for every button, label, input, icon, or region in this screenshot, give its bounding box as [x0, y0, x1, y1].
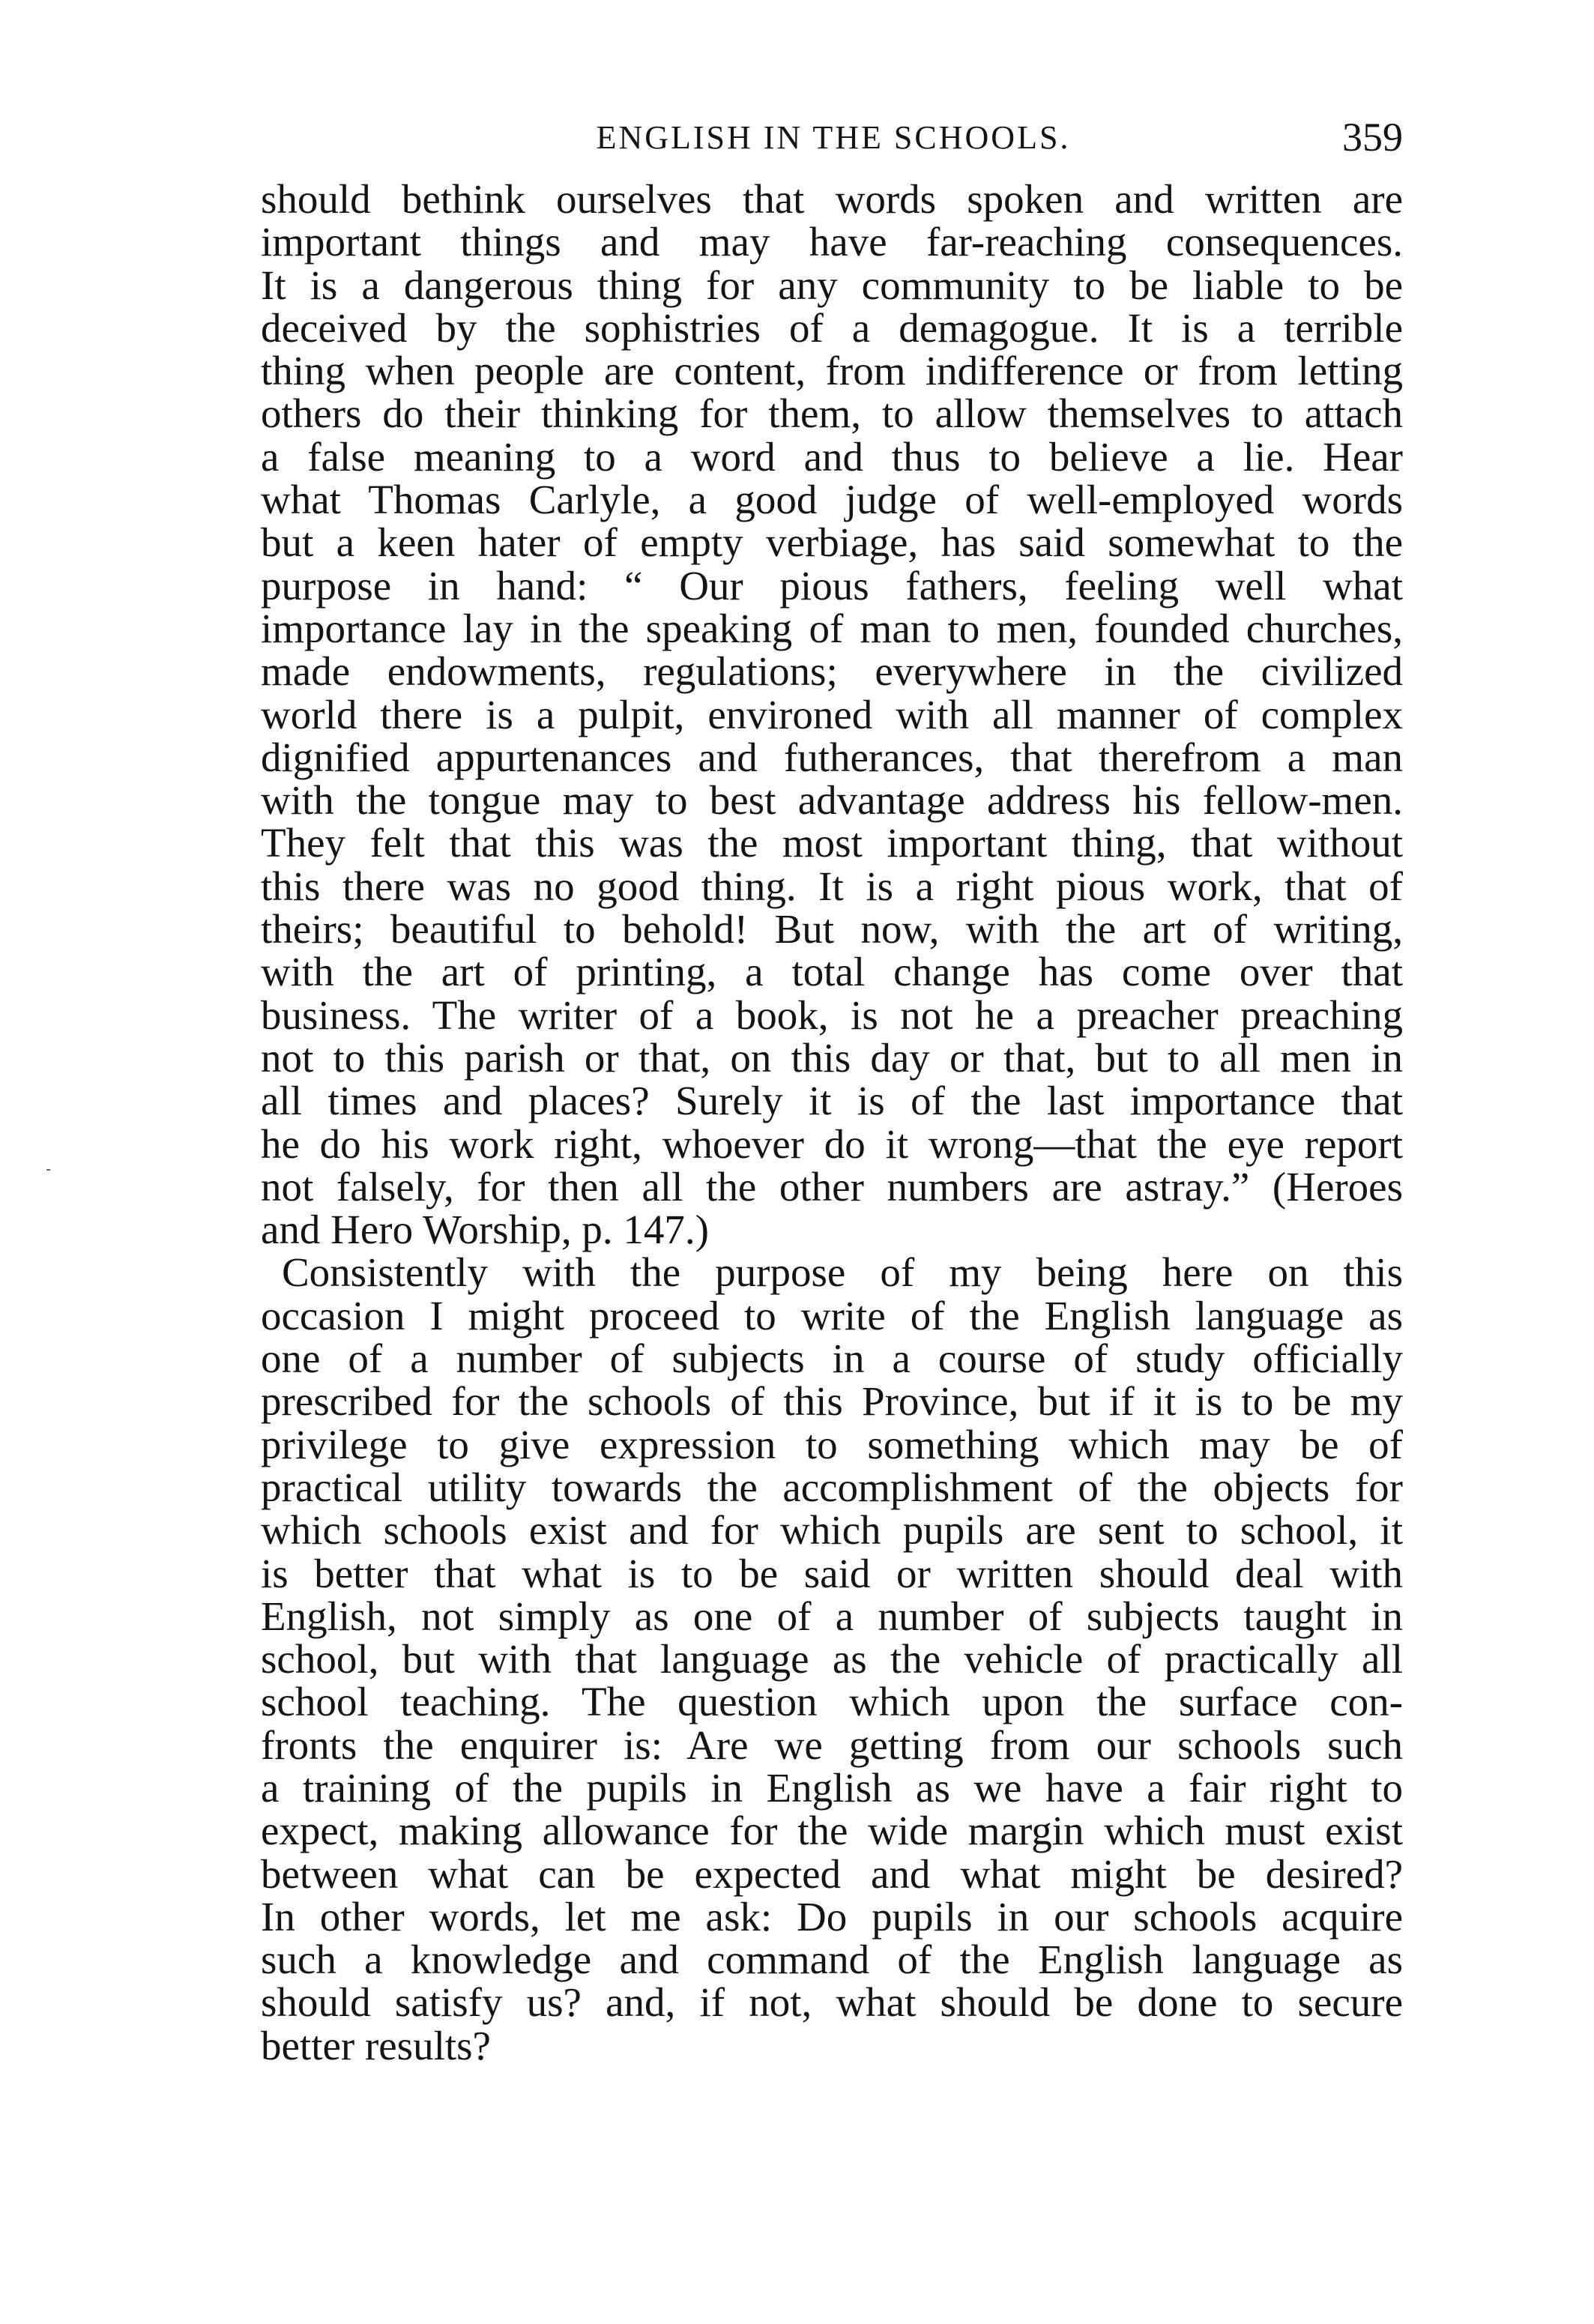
- running-head: ENGLISH IN THE SCHOOLS.: [596, 119, 1071, 156]
- text-line: and Hero Worship, p. 147.): [261, 1207, 709, 1253]
- text-line: what Thomas Carlyle, a good judge of well-employed words: [261, 477, 1403, 523]
- text-line: purpose in hand: “ Our pious fathers, feeling well what: [261, 562, 1403, 609]
- text-line: not falsely, for then all the other numbers are astray.” (Heroes: [261, 1163, 1403, 1210]
- text-line: dignified appurtenances and futherances, that therefrom a man: [261, 734, 1403, 780]
- text-line: others do their thinking for them, to allow themselves to attach: [261, 390, 1403, 437]
- text-line: should satisfy us? and, if not, what should be done to secure: [261, 1979, 1403, 2026]
- text-line: world there is a pulpit, environed with all manner of complex: [261, 691, 1403, 737]
- text-line: school teaching. The question which upon the surface con-: [261, 1679, 1403, 1725]
- text-line: between what can be expected and what might be desired?: [261, 1850, 1403, 1897]
- text-line: a false meaning to a word and thus to believe a lie. Hear: [261, 433, 1403, 480]
- text-line: with the tongue may to best advantage address his fellow-men.: [261, 777, 1403, 824]
- text-line: business. The writer of a book, is not he a preacher preaching: [261, 992, 1403, 1038]
- text-line: should bethink ourselves that words spoken and written are: [261, 176, 1403, 222]
- paragraph: [261, 178, 1403, 1251]
- text-line: with the art of printing, a total change has come over that: [261, 949, 1403, 995]
- page-number: 359: [1342, 115, 1403, 160]
- margin-mark: [46, 1169, 50, 1171]
- text-line: Consistently with the purpose of my being here on this: [282, 1249, 1403, 1296]
- text-line: this there was no good thing. It is a right pious work, that of: [261, 863, 1403, 909]
- text-line: It is a dangerous thing for any community to be liable to be: [261, 262, 1403, 308]
- text-line: theirs; beautiful to behold! But now, with the art of writing,: [261, 906, 1403, 953]
- text-line: English, not simply as one of a number of subjects taught in: [261, 1593, 1403, 1639]
- text-line: privilege to give expression to something which may be of: [261, 1421, 1403, 1467]
- text-line: not to this parish or that, on this day or that, but to all men in: [261, 1034, 1403, 1081]
- text-line: better results?: [261, 2022, 491, 2068]
- text-line: but a keen hater of empty verbiage, has said somewhat to the: [261, 519, 1403, 566]
- text-line: importance lay in the speaking of man to men, founded churches,: [261, 605, 1403, 651]
- text-line: all times and places? Surely it is of the last importance that: [261, 1078, 1403, 1124]
- text-line: a training of the pupils in English as we have a fair right to: [261, 1764, 1403, 1811]
- text-line: They felt that this was the most important thing, that without: [261, 820, 1403, 866]
- text-line: such a knowledge and command of the English language as: [261, 1937, 1403, 1983]
- text-line: school, but with that language as the vehicle of practically all: [261, 1636, 1403, 1682]
- text-line: he do his work right, whoever do it wrong—that the eye report: [261, 1120, 1403, 1167]
- text-line: one of a number of subjects in a course of study officially: [261, 1335, 1403, 1382]
- text-line: In other words, let me ask: Do pupils in our schools acquire: [261, 1893, 1403, 1940]
- body-text: [261, 178, 1403, 2067]
- text-line: which schools exist and for which pupils are sent to school, it: [261, 1507, 1403, 1554]
- text-line: made endowments, regulations; everywhere in the civilized: [261, 648, 1403, 695]
- text-line: practical utility towards the accomplishment of the objects for: [261, 1464, 1403, 1510]
- text-line: occasion I might proceed to write of the English language as: [261, 1292, 1403, 1338]
- text-line: expect, making allowance for the wide margin which must exist: [261, 1808, 1403, 1854]
- page-header: [264, 114, 1403, 174]
- text-line: important things and may have far-reaching consequences.: [261, 219, 1403, 265]
- text-line: fronts the enquirer is: Are we getting from our schools such: [261, 1721, 1403, 1768]
- text-line: is better that what is to be said or written should deal with: [261, 1550, 1403, 1596]
- paragraph: [261, 1251, 1403, 2067]
- text-line: deceived by the sophistries of a demagogue. It is a terrible: [261, 304, 1403, 351]
- text-line: prescribed for the schools of this Province, but if it is to be my: [261, 1378, 1403, 1425]
- text-line: thing when people are content, from indifference or from letting: [261, 348, 1403, 394]
